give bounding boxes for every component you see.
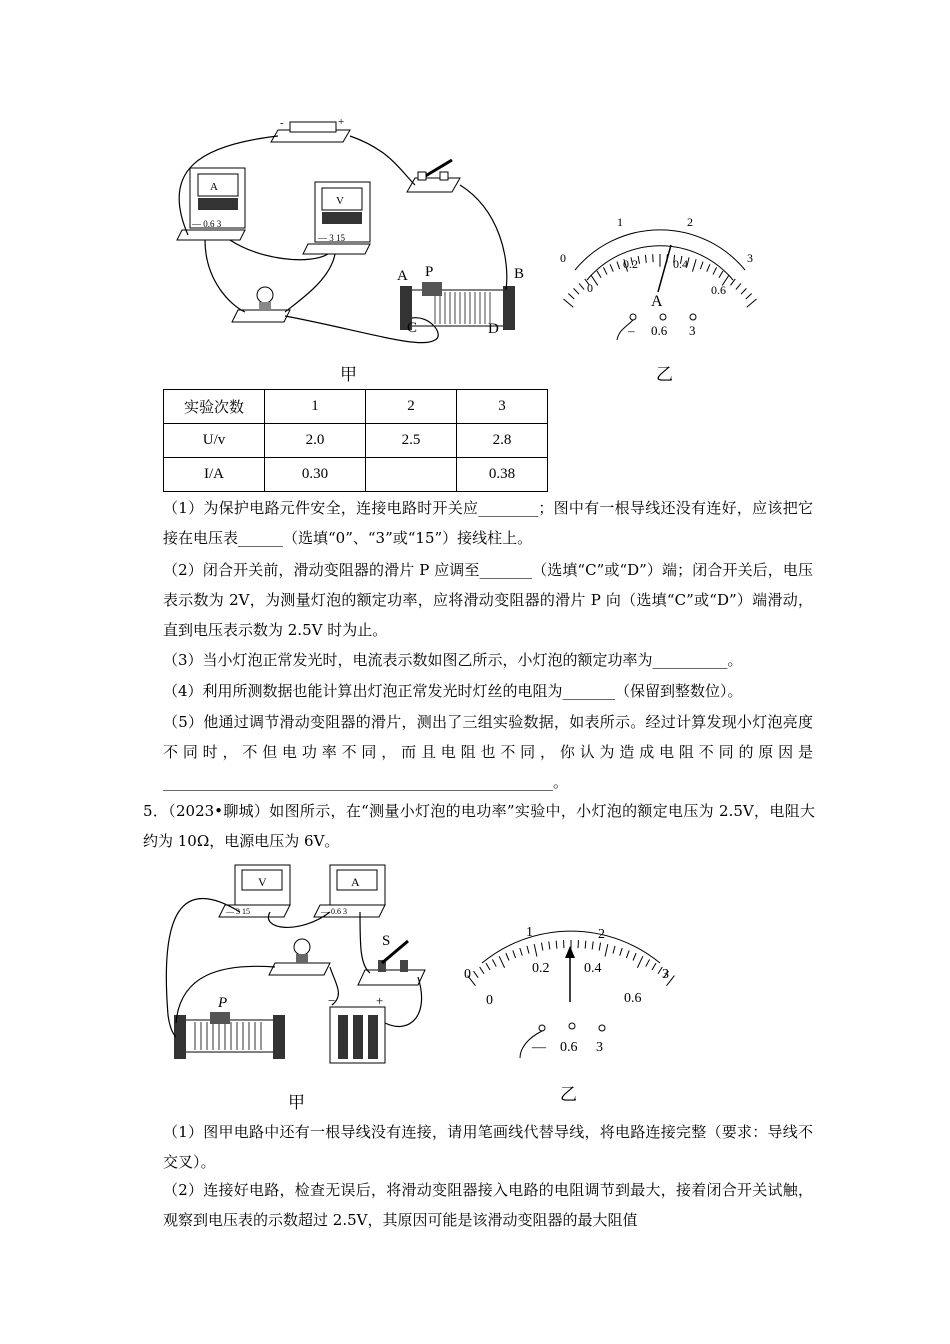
table-cell: 1 (265, 390, 366, 424)
dial-inner-tick-3: 0.6 (711, 283, 726, 297)
circuit-diagram-1 (160, 110, 550, 360)
table-row (164, 390, 548, 424)
dial2-terminal-0-6: 0.6 (560, 1040, 578, 1055)
battery-plus-label-2: + (376, 993, 384, 1008)
switch-label: S (382, 933, 391, 949)
ammeter-terminals-2: — 0.6 3 (321, 907, 347, 916)
dial-ticks-2 (468, 940, 675, 986)
table-cell: 0.30 (265, 458, 366, 492)
dial2-outer-tick-2: 2 (598, 927, 605, 942)
ammeter-terminals: — 0.6 3 (192, 219, 222, 229)
dial2-outer-tick-0: 0 (464, 967, 471, 982)
table-cell: 2.0 (265, 424, 366, 458)
caption-yi-2: 乙 (560, 1085, 577, 1105)
q4-part-4: （4）利用所测数据也能计算出灯泡正常发光时灯丝的电阻为_______（保留到整数位）。 (163, 682, 743, 700)
q4-part-2: （2）闭合开关前，滑动变阻器的滑片 P 应调至_______（选填“C”或“D”）端；闭合开关后，电压表示数为 2V，为测量灯泡的额定功率，应将滑动变阻器的滑片 P 向（选填“C”或“D”）端滑动，直到电压表示数为 2.5V 时为止。 (163, 561, 813, 639)
dial2-inner-tick-3: 0.6 (624, 991, 642, 1006)
rheostat-label-b: B (514, 266, 525, 282)
dial2-inner-tick-1: 0.2 (532, 961, 550, 976)
rheostat (174, 995, 285, 1059)
q5-part-2: （2）连接好电路，检查无误后，将滑动变阻器接入电路的电阻调节到最大，接着闭合开关试触，观察到电压表的示数超过 2.5V，其原因可能是该滑动变阻器的最大阻值 (163, 1181, 813, 1229)
table-cell: 实验次数 (164, 390, 265, 424)
voltmeter (303, 182, 370, 254)
table-cell: 2 (366, 390, 457, 424)
dial-terminal-0-6: 0.6 (651, 323, 668, 338)
dial-outer-tick-3: 3 (747, 251, 753, 265)
dial-terminal-3: 3 (689, 323, 696, 338)
q5-number: 5． (143, 802, 169, 820)
dial2-terminal-minus: — (532, 1040, 546, 1055)
dial2-terminal-3: 3 (596, 1040, 603, 1055)
rheostat-label-c: C (407, 320, 418, 336)
ammeter (314, 865, 385, 917)
ammeter-dial-2 (460, 918, 685, 1063)
table-cell: U/v (164, 424, 265, 458)
rheostat-label-a: A (397, 268, 408, 284)
table-cell: 3 (457, 390, 548, 424)
dial2-inner-tick-2: 0.4 (584, 961, 602, 976)
data-table (163, 389, 548, 492)
table-cell: 0.38 (457, 458, 548, 492)
table-cell: I/A (164, 458, 265, 492)
voltmeter-symbol-2: V (258, 875, 267, 889)
caption-jia-1: 甲 (340, 365, 357, 385)
caption-yi-1: 乙 (656, 365, 673, 385)
dial-unit: A (651, 293, 663, 310)
dial-needle (658, 245, 671, 292)
lamp (269, 939, 330, 975)
ammeter-symbol: A (210, 181, 218, 193)
battery-minus-label: - (280, 117, 284, 129)
switch (407, 160, 460, 192)
ammeter (177, 168, 245, 240)
q5-intro (143, 796, 815, 856)
table-row (164, 424, 548, 458)
dial2-inner-tick-0: 0 (486, 993, 493, 1008)
battery-minus-label-2: − (328, 993, 336, 1008)
q4-part-1: （1）为保护电路元件安全，连接电路时开关应________；图中有一根导线还没有连好，应该把它接在电压表______（选填“0”、“3”或“15”）接线柱上。 (163, 499, 813, 547)
circuit-diagram-2 (160, 855, 440, 1080)
dial-outer-tick-1: 1 (617, 215, 623, 229)
slider-label: P (218, 995, 228, 1011)
q5-intro-text: （2023•聊城）如图所示，在“测量小灯泡的电功率”实验中，小灯泡的额定电压为 2.5V，电阻大约为 10Ω，电源电压为 6V。 (143, 802, 815, 850)
voltmeter-symbol: V (336, 195, 344, 207)
q5-part-1: （1）图甲电路中还有一根导线没有连接，请用笔画线代替导线，将电路连接完整（要求：导线不交叉）。 (163, 1123, 813, 1171)
switch (358, 933, 425, 985)
table-cell: 2.8 (457, 424, 548, 458)
caption-jia-2: 甲 (288, 1093, 305, 1113)
voltmeter-terminals: — 3 15 (318, 233, 345, 243)
rheostat-label-p: P (425, 264, 434, 280)
ammeter-dial-1 (555, 210, 765, 345)
battery (271, 116, 350, 142)
lamp (232, 287, 290, 322)
dial-terminal-minus: – (628, 323, 635, 338)
table-cell (366, 458, 457, 492)
rheostat-label-d: D (488, 321, 499, 337)
battery (328, 993, 385, 1063)
voltmeter (219, 865, 290, 917)
voltmeter-terminals-2: — 3 15 (226, 907, 250, 916)
q4-part-3: （3）当小灯泡正常发光时，电流表示数如图乙所示，小灯泡的额定功率为__________。 (163, 651, 743, 669)
rheostat (397, 264, 524, 337)
dial-inner-tick-0: 0 (587, 281, 593, 295)
table-cell: 2.5 (366, 424, 457, 458)
battery-plus-label: + (338, 116, 345, 128)
table-row (164, 458, 548, 492)
dial2-outer-tick-3: 3 (662, 967, 669, 982)
dial2-outer-tick-1: 1 (526, 925, 533, 940)
dial-inner-tick-2: 0.4 (673, 257, 688, 271)
q4-part-5: （5）他通过调节滑动变阻器的滑片，测出了三组实验数据，如表所示。经过计算发现小灯泡亮度不同时，不但电功率不同，而且电阻也不同，你认为造成电阻不同的原因是____________________________________________________。 (163, 713, 813, 791)
dial-outer-tick-0: 0 (560, 251, 566, 265)
ammeter-symbol-2: A (351, 875, 360, 889)
dial-inner-tick-1: 0.2 (623, 257, 638, 271)
dial-outer-tick-2: 2 (687, 215, 693, 229)
